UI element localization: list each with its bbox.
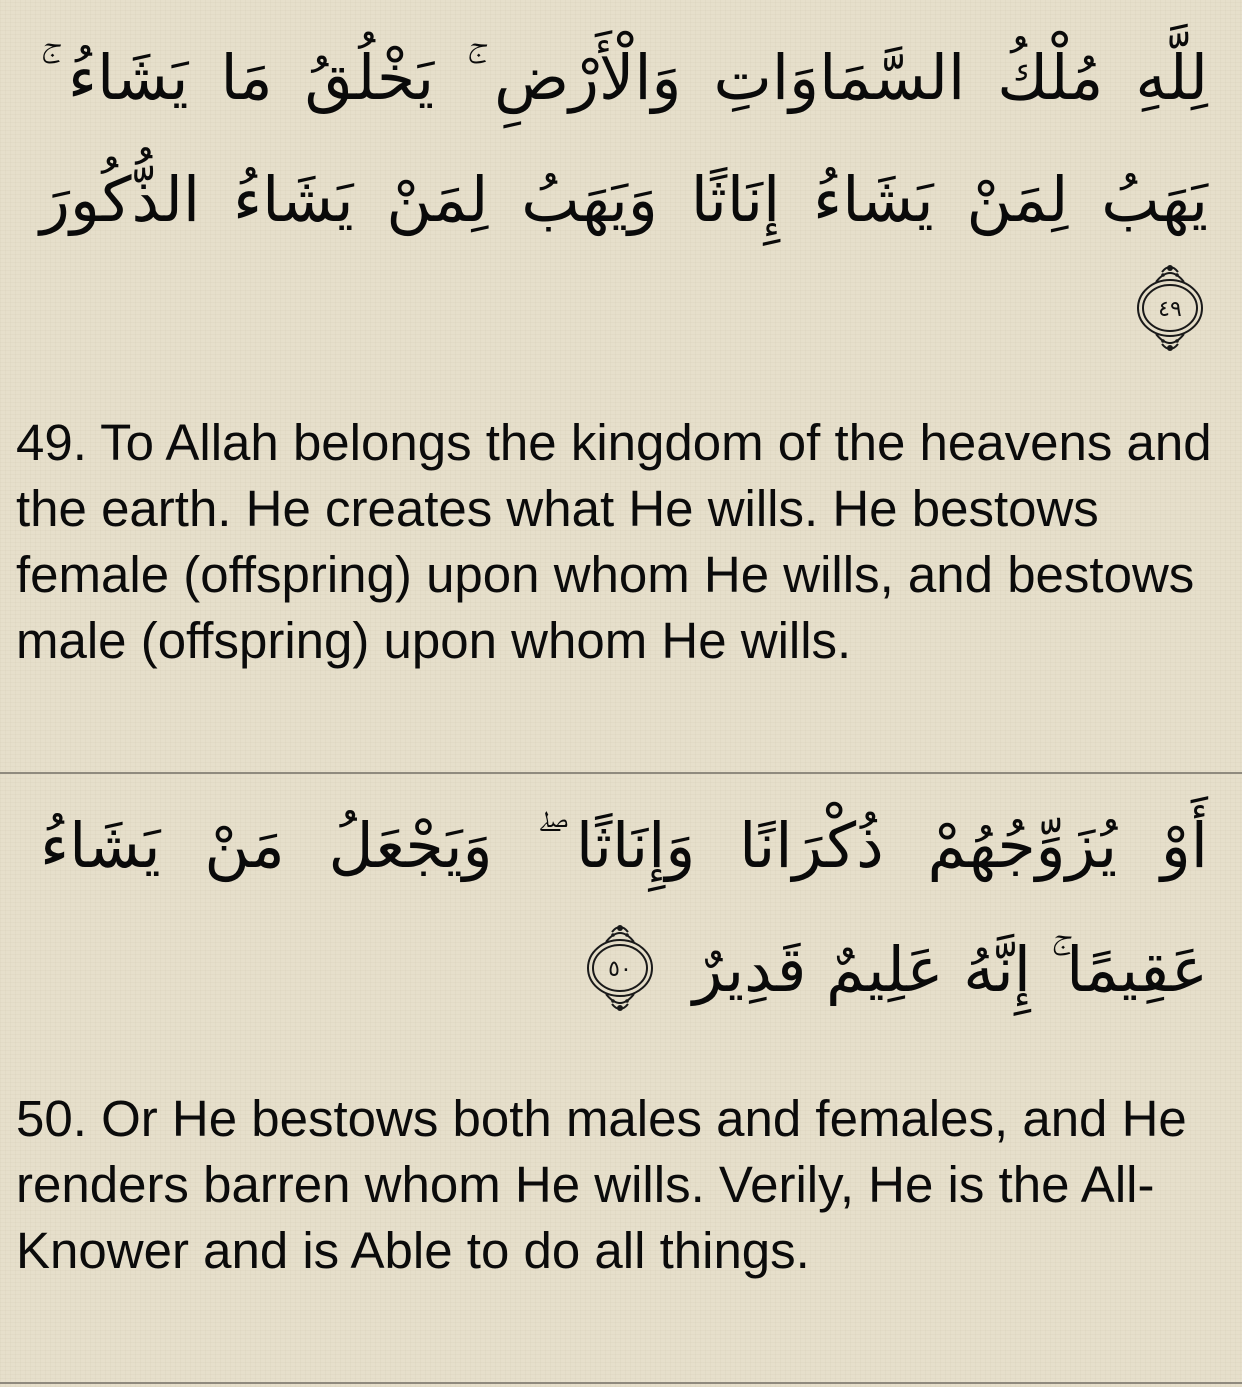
ayah-marker-number: ٤٩ — [1158, 297, 1182, 322]
verse-49-translation: 49. To Allah belongs the kingdom of the heavens and the earth. He creates what He wills. He bestows female (offspring) upon whom He wills, and bestows male (offspring) upon whom He wills. — [16, 414, 1212, 669]
verse-50-translation: 50. Or He bestows both males and females, and He renders barren whom He wills. Verily, He is the All-Knower and is Able to do all things. — [16, 1090, 1187, 1279]
verse-divider — [0, 772, 1242, 774]
verse-50-arabic-line-2: عَقِيمًا ۚ إِنَّهُ عَلِيمٌ قَدِيرٌ — [692, 933, 1208, 1006]
ayah-rosette-icon — [582, 918, 658, 1018]
ayah-marker-50 — [582, 918, 658, 1018]
verse-divider-bottom — [0, 1382, 1242, 1384]
ayah-marker-number: ٥٠ — [608, 957, 632, 982]
verse-50-arabic-line-1: أَوْ يُزَوِّجُهُمْ ذُكْرَانًا وَإِنَاثًا ۖ وَيَجْعَلُ مَنْ يَشَاءُ — [40, 809, 1208, 882]
ayah-rosette-icon — [1132, 258, 1208, 358]
verse-49-arabic-line-1: لِلَّهِ مُلْكُ السَّمَاوَاتِ وَالْأَرْضِ ۚ يَخْلُقُ مَا يَشَاءُ ۚ — [40, 41, 1208, 114]
verse-49-arabic-line-2: يَهَبُ لِمَنْ يَشَاءُ إِنَاثًا وَيَهَبُ لِمَنْ يَشَاءُ الذُّكُورَ — [40, 163, 1208, 236]
ayah-marker-49 — [1132, 258, 1208, 358]
